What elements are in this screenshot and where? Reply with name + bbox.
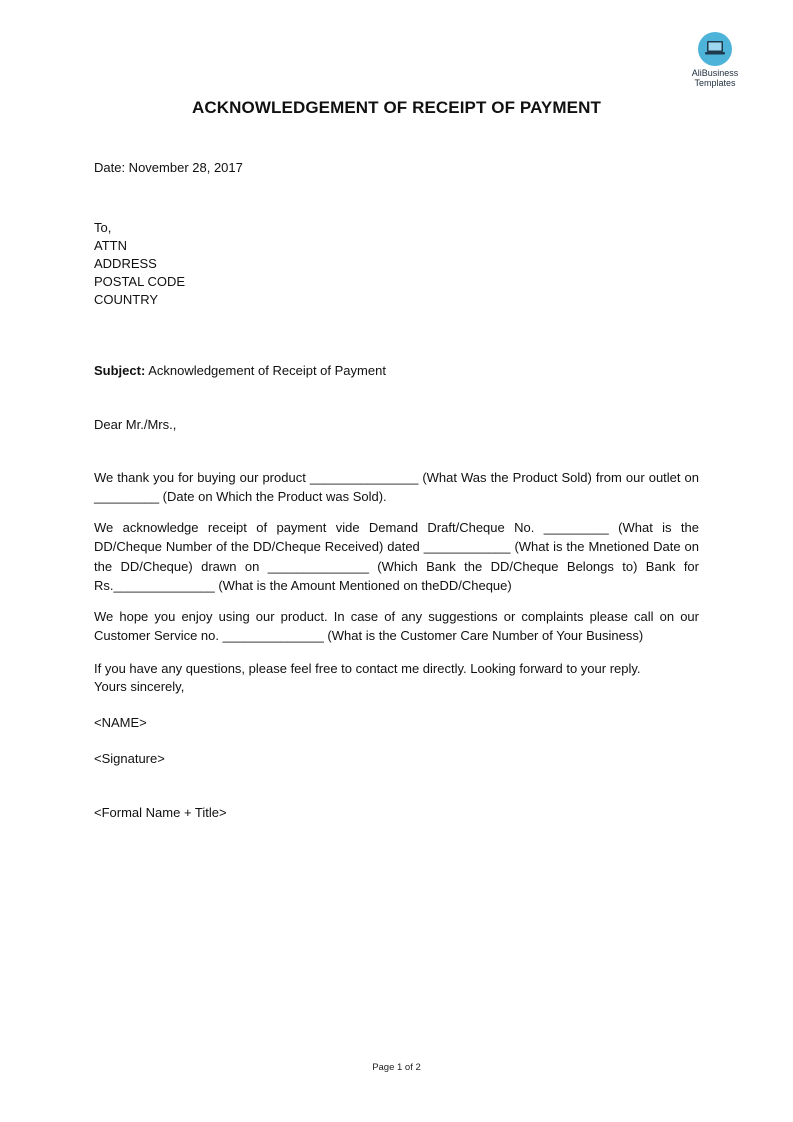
- signer-name: <NAME>: [94, 715, 147, 730]
- logo-badge: [698, 32, 732, 66]
- formal-name-title: <Formal Name + Title>: [94, 805, 227, 820]
- paragraph-closing: [94, 660, 699, 696]
- closing-questions: If you have any questions, please feel free to contact me directly. Looking forward to your reply.: [94, 661, 641, 676]
- laptop-icon: [704, 39, 726, 59]
- subject-line: [94, 362, 386, 380]
- signature-placeholder: <Signature>: [94, 751, 165, 766]
- closing-sincerely: Yours sincerely,: [94, 679, 185, 694]
- paragraph-customer-service: We hope you enjoy using our product. In case of any suggestions or complaints please call on our Customer Service no. ______________ (What is the Customer Care Number of Your Business): [94, 609, 699, 644]
- logo-line-1: AliBusiness: [691, 68, 739, 78]
- address-postal-code: POSTAL CODE: [94, 274, 186, 289]
- logo-line-2: Templates: [694, 78, 736, 88]
- paragraph-payment: We acknowledge receipt of payment vide Demand Draft/Cheque No. _________ (What is the DD/Cheque Number of the DD/Cheque Received) dated ____________ (What is the Mnetioned Date on the DD/Cheque) drawn on ______________ (Which Bank the DD/Cheque Belongs to) Bank for Rs.______________ (What is the Amount Mentioned on theDD/Cheque): [94, 520, 699, 593]
- address-to: To,: [94, 220, 112, 235]
- address-block: [94, 219, 185, 309]
- address-country: COUNTRY: [94, 292, 159, 307]
- page-number: Page 1 of 2: [372, 1062, 421, 1073]
- paragraph-product: We thank you for buying our product _______________ (What Was the Product Sold) from our outlet on _________ (Date on Which the Product was Sold).: [94, 470, 699, 505]
- brand-logo: [686, 32, 744, 88]
- address-line: ADDRESS: [94, 256, 157, 271]
- logo-text: [686, 68, 744, 88]
- address-attn: ATTN: [94, 238, 127, 253]
- subject-label: Subject:: [94, 363, 146, 378]
- document-title: ACKNOWLEDGEMENT OF RECEIPT OF PAYMENT: [192, 98, 601, 117]
- date-line: Date: November 28, 2017: [94, 160, 243, 175]
- subject-text: Acknowledgement of Receipt of Payment: [145, 363, 386, 378]
- greeting: Dear Mr./Mrs.,: [94, 417, 177, 432]
